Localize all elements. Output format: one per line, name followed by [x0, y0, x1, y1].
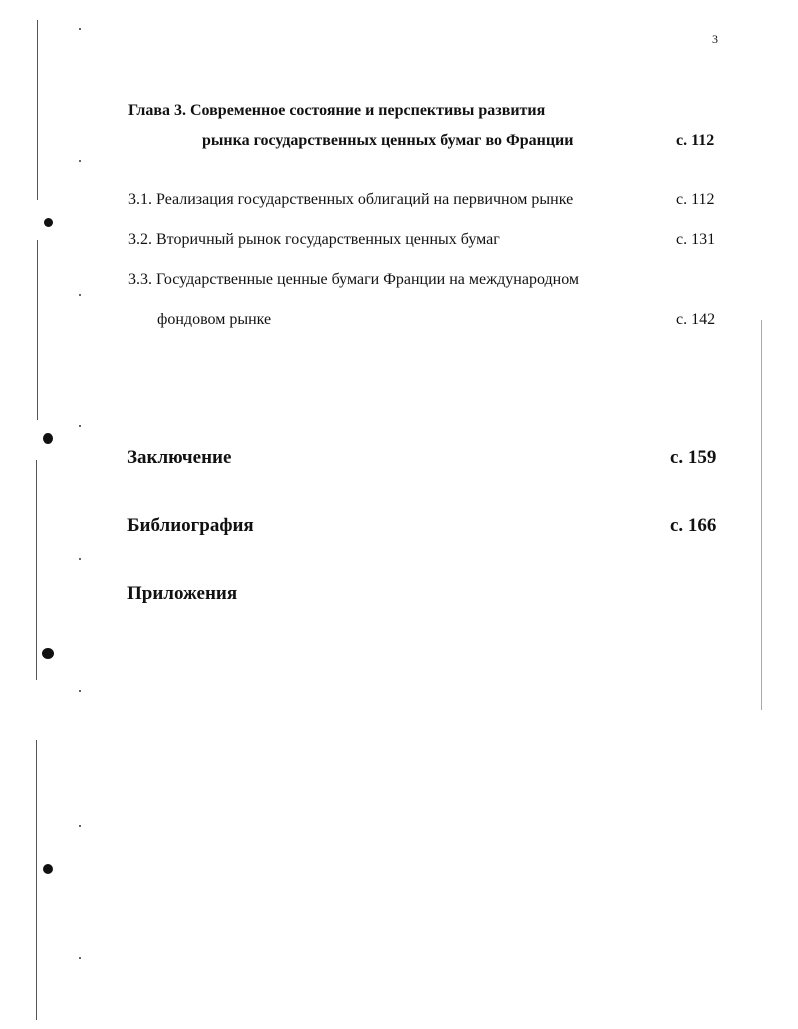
page-number: 3 [712, 32, 718, 46]
scan-margin-line [36, 740, 37, 1020]
conclusion-label: Заключение [127, 447, 232, 468]
scan-speck [79, 28, 81, 30]
bibliography-label: Библиография [127, 515, 254, 536]
chapter-page-ref: с. 112 [676, 132, 715, 149]
punch-hole-mark [44, 218, 53, 227]
scan-speck [79, 957, 81, 959]
scan-speck [79, 160, 81, 162]
scan-margin-line [761, 320, 762, 710]
punch-hole-mark [42, 648, 54, 659]
section-3-3-label-line2: фондовом рынке [157, 311, 272, 328]
scan-speck [79, 294, 81, 296]
scan-margin-line [36, 460, 37, 680]
section-3-1-label: 3.1. Реализация государственных облигаций на первичном рынке [128, 191, 574, 208]
section-3-1-page: с. 112 [676, 191, 715, 208]
conclusion-page: с. 159 [670, 447, 717, 468]
scan-margin-line [37, 20, 38, 200]
section-3-2-page: с. 131 [676, 231, 716, 248]
scan-speck [79, 425, 81, 427]
section-3-3-label-line1: 3.3. Государственные ценные бумаги Франции на международном [128, 271, 580, 288]
appendices-label: Приложения [127, 583, 238, 604]
scan-speck [79, 558, 81, 560]
section-3-2-label: 3.2. Вторичный рынок государственных ценных бумаг [128, 231, 500, 248]
scan-speck [79, 690, 81, 692]
punch-hole-mark [43, 433, 53, 444]
chapter-title-line1: Глава 3. Современное состояние и перспективы развития [128, 102, 546, 119]
scan-speck [79, 825, 81, 827]
section-3-3-page: с. 142 [676, 311, 716, 328]
chapter-title-line2: рынка государственных ценных бумаг во Франции [202, 132, 574, 149]
scan-margin-line [37, 240, 38, 420]
bibliography-page: с. 166 [670, 515, 717, 536]
punch-hole-mark [43, 864, 53, 874]
